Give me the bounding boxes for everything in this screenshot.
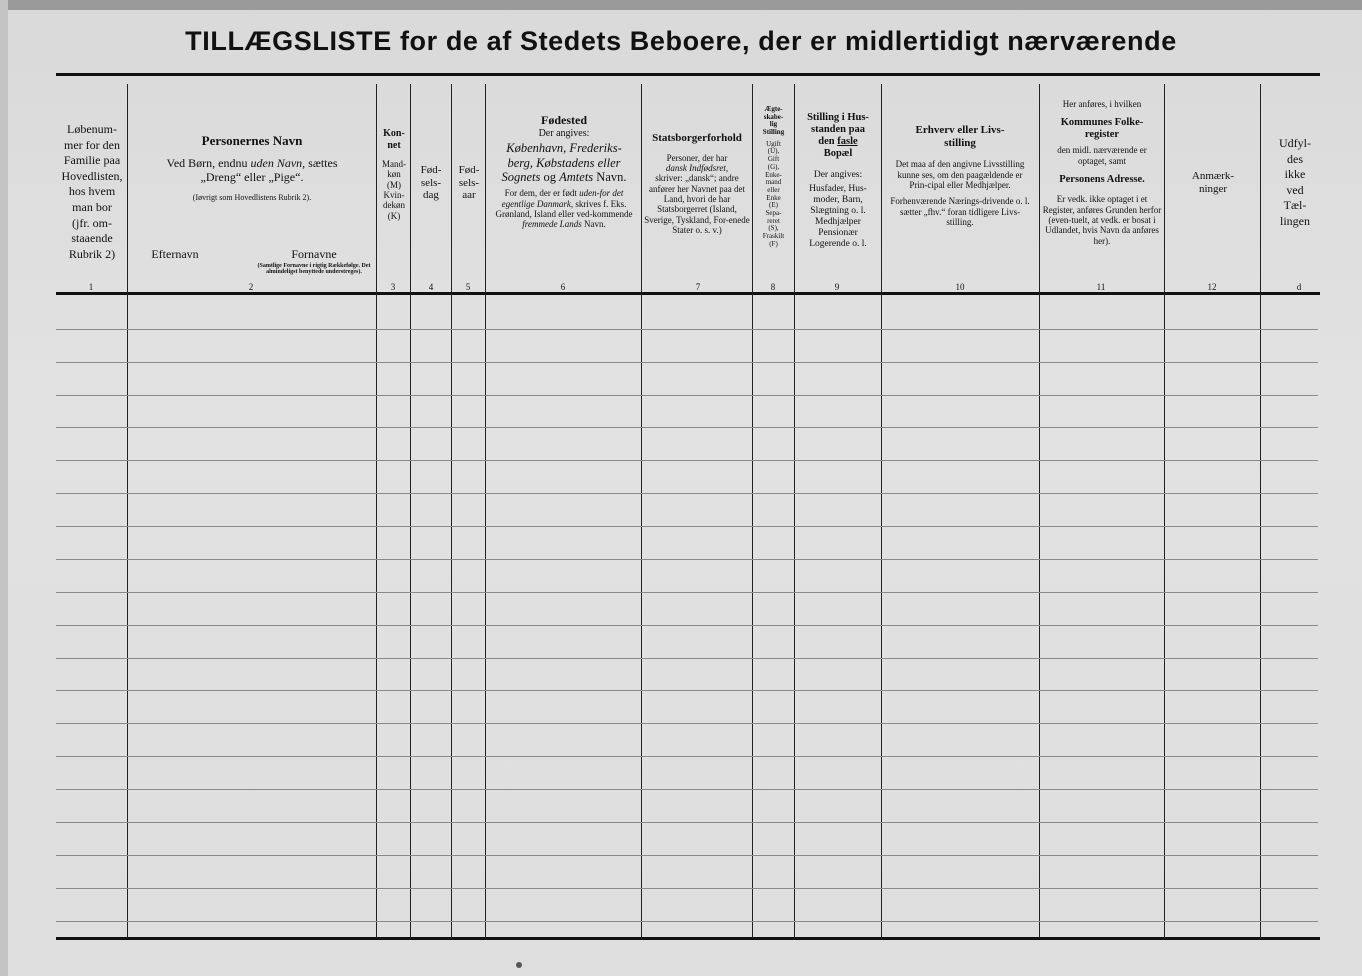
header-text: skrives f. Eks. Grønland, Island eller ved-kommende xyxy=(495,198,633,220)
column-number: 6 xyxy=(560,282,566,292)
punch-hole xyxy=(516,962,522,968)
header-line: Sepa- xyxy=(765,208,782,217)
column-heading: Stilling i Hus- xyxy=(807,112,869,123)
header-line: aar xyxy=(462,189,476,202)
header-line: (G), xyxy=(767,162,780,171)
col2-sub-firstname xyxy=(255,248,373,275)
table-row xyxy=(56,625,1318,626)
header-text: Navn. xyxy=(583,219,606,230)
col4-header xyxy=(412,164,450,202)
col11-header xyxy=(1042,99,1162,246)
table-row xyxy=(56,789,1318,790)
table-row xyxy=(56,921,1318,922)
header-text: Der angives: xyxy=(813,170,863,181)
table-row xyxy=(56,559,1318,560)
column-heading: Fødested xyxy=(541,113,587,127)
header-text: Det maa af den angivne Livsstilling kunne ses, om den paagældende er Prin-cipal eller Medhjælper. xyxy=(895,159,1025,190)
col1-header xyxy=(58,122,126,262)
col5-header xyxy=(453,164,485,202)
header-line: staaende xyxy=(71,231,113,246)
table-row xyxy=(56,855,1318,856)
col8-header xyxy=(753,106,794,248)
header-line: Slægtning o. l. xyxy=(810,206,866,217)
table-row xyxy=(56,395,1318,396)
header-line: dag xyxy=(423,189,439,202)
header-text: „Dreng“ eller „Pige“. xyxy=(200,169,304,184)
column-heading: Stilling xyxy=(762,128,785,137)
col3-header xyxy=(378,128,410,221)
header-line: Hovedlisten, xyxy=(61,168,123,183)
column-heading: Kommunes Folke- xyxy=(1060,117,1144,129)
header-bottom-rule xyxy=(56,292,1320,295)
header-line: (U), xyxy=(767,147,780,156)
column-heading: net xyxy=(387,139,401,151)
table-row xyxy=(56,427,1318,428)
column-heading: stilling xyxy=(944,136,976,149)
col-divider xyxy=(794,84,795,938)
col2-header xyxy=(130,134,374,202)
header-line: (K) xyxy=(387,210,401,221)
column-heading: Personernes Navn xyxy=(201,133,303,148)
header-line: (E) xyxy=(769,201,778,210)
header-text: Fornavne xyxy=(291,247,337,261)
header-line: (F) xyxy=(769,239,778,248)
column-heading: ninger xyxy=(1198,182,1228,195)
header-line: sels- xyxy=(420,176,442,189)
header-line: Fraskilt xyxy=(762,232,785,240)
col-divider xyxy=(1260,84,1261,938)
header-line: eller xyxy=(767,185,780,194)
header-text: Ved Børn, endnu xyxy=(166,155,248,170)
header-line: (M) xyxy=(387,179,401,190)
table-row xyxy=(56,526,1318,527)
header-text: For dem, der er født xyxy=(504,188,577,199)
header-line: lingen xyxy=(1280,213,1310,228)
col-divider xyxy=(1164,84,1165,938)
column-heading: standen paa xyxy=(811,124,865,136)
column-heading: Ægte- xyxy=(764,105,783,113)
header-line: Husfader, Hus- xyxy=(809,184,867,195)
header-line: Ugift xyxy=(766,139,781,148)
column-heading: Kon- xyxy=(383,128,405,139)
header-text: Her anføres, i hvilken xyxy=(1062,99,1142,109)
column-heading: skabe- xyxy=(763,112,784,121)
header-line: Tæl- xyxy=(1283,198,1307,213)
header-text: uden-for det egentlige Danmark, xyxy=(501,188,624,209)
header-line: (jfr. om- xyxy=(72,215,112,230)
column-number: 1 xyxy=(88,282,94,292)
header-line: dekøn xyxy=(383,200,405,211)
header-line: Enke xyxy=(766,193,781,202)
col12-header xyxy=(1166,170,1260,195)
header-line: sels- xyxy=(458,176,480,189)
header-text: Forhenværende Nærings-drivende o. l. sætter „fhv.“ foran tidligere Livs-stilling. xyxy=(890,196,1030,227)
header-line: Gift xyxy=(767,155,780,164)
col-divider xyxy=(127,84,128,938)
column-heading: Anmærk- xyxy=(1191,170,1235,182)
header-line: (S), xyxy=(768,224,779,233)
header-line: køn xyxy=(387,169,401,180)
header-text: København, Frederiks- xyxy=(506,141,622,156)
header-line: ikke xyxy=(1284,167,1306,182)
table-bottom-rule xyxy=(56,937,1320,940)
table-row xyxy=(56,658,1318,659)
col-divider xyxy=(410,84,411,938)
column-heading: fasle xyxy=(837,136,858,148)
table-row xyxy=(56,690,1318,691)
header-text: fremmede Lands xyxy=(522,219,582,230)
table-row xyxy=(56,329,1318,330)
table-row xyxy=(56,723,1318,724)
col-divider xyxy=(376,84,377,938)
header-text: Amtets xyxy=(559,170,594,185)
header-text: sættes xyxy=(308,155,338,170)
header-line: Udfyl- xyxy=(1279,136,1311,150)
scan-top-edge xyxy=(0,0,1362,10)
column-heading: Erhverv eller Livs- xyxy=(915,124,1005,136)
header-line: Rubrik 2) xyxy=(68,246,116,261)
header-line: ved xyxy=(1286,182,1304,197)
column-number: 12 xyxy=(1207,282,1217,292)
header-line: des xyxy=(1287,151,1303,166)
col-divider xyxy=(485,84,486,938)
table-row xyxy=(56,362,1318,363)
col9-header xyxy=(796,112,880,250)
header-line: Fød- xyxy=(458,164,480,176)
column-number: 8 xyxy=(770,282,776,292)
col2-sub-surname: Efternavn xyxy=(151,247,199,261)
header-text: uden Navn, xyxy=(250,155,306,170)
header-line: Løbenum- xyxy=(67,122,117,136)
col6-header xyxy=(489,114,639,230)
header-note: (Iøvrigt som Hovedlistens Rubrik 2). xyxy=(192,192,312,202)
header-text: berg, Købstadens eller xyxy=(507,155,621,170)
column-number: 11 xyxy=(1096,282,1106,292)
column-heading: Statsborgerforhold xyxy=(652,132,742,144)
header-text: Er vedk. ikke optaget i et Register, anføres Grunden herfor (even-tuelt, at vedk. er bosat i Udlandet, hvis Navn da anføres her). xyxy=(1042,194,1162,246)
column-heading: Bopæl xyxy=(823,148,853,160)
header-top-rule xyxy=(56,73,1320,76)
col10-header xyxy=(890,124,1030,227)
header-text: Sognets xyxy=(501,170,541,185)
table-row xyxy=(56,460,1318,461)
header-text: Personer, der har xyxy=(666,152,728,163)
column-heading: lig xyxy=(769,120,778,129)
column-heading: den xyxy=(818,136,835,148)
table-row xyxy=(56,888,1318,889)
header-text: Der angives: xyxy=(538,127,590,139)
column-heading: register xyxy=(1084,129,1120,141)
header-line: Pensionær xyxy=(818,227,858,238)
column-number: 3 xyxy=(390,282,396,292)
col-divider xyxy=(881,84,882,938)
header-line: Fød- xyxy=(420,164,442,176)
column-number: 10 xyxy=(955,282,965,292)
header-line: mand xyxy=(765,178,782,187)
header-text: og xyxy=(543,170,557,185)
scan-left-edge xyxy=(0,0,8,976)
header-line: Kvin- xyxy=(383,190,405,201)
column-number: 2 xyxy=(248,282,254,292)
header-line: Enke- xyxy=(765,170,782,179)
header-text: skriver: „dansk“; andre anfører her Navnet paa det Land, hvori de har Statsborgerret (Island, Sverige, Tyskland, For-enede Stater o. s. v.) xyxy=(644,173,750,236)
header-line: man bor xyxy=(72,199,112,214)
header-line: reret xyxy=(767,216,780,225)
header-line: Familie paa xyxy=(63,153,121,168)
column-number: 5 xyxy=(465,282,471,292)
form-title: TILLÆGSLISTE for de af Stedets Beboere, der er midlertidigt nærværende xyxy=(185,26,1177,56)
column-number: 4 xyxy=(428,282,434,292)
header-text: Navn. xyxy=(596,170,627,185)
col7-header xyxy=(643,132,751,235)
table-row xyxy=(56,592,1318,593)
col-divider xyxy=(1039,84,1040,938)
col-d-header xyxy=(1262,136,1328,230)
header-line: mer for den xyxy=(64,137,120,152)
header-line: moder, Barn, xyxy=(813,195,863,206)
header-note: (Samtlige Fornavne i rigtig Rækkefølge. Det almindeligst benyttede understreges). xyxy=(257,262,371,276)
column-heading: Personens Adresse. xyxy=(1059,174,1145,186)
table-row xyxy=(56,822,1318,823)
column-number: 9 xyxy=(834,282,840,292)
col-divider xyxy=(451,84,452,938)
table-row xyxy=(56,493,1318,494)
header-line: Medhjælper xyxy=(815,216,861,227)
header-line: Mand- xyxy=(382,159,406,169)
table-row xyxy=(56,756,1318,757)
header-text: den midl. nærværende er optaget, samt xyxy=(1057,145,1147,166)
header-line: Logerende o. l. xyxy=(809,238,867,249)
column-number: d xyxy=(1296,282,1302,292)
col-divider xyxy=(641,84,642,938)
header-line: hos hvem xyxy=(68,184,116,199)
header-text: dansk Indfødsret, xyxy=(665,162,729,173)
column-number: 7 xyxy=(695,282,701,292)
